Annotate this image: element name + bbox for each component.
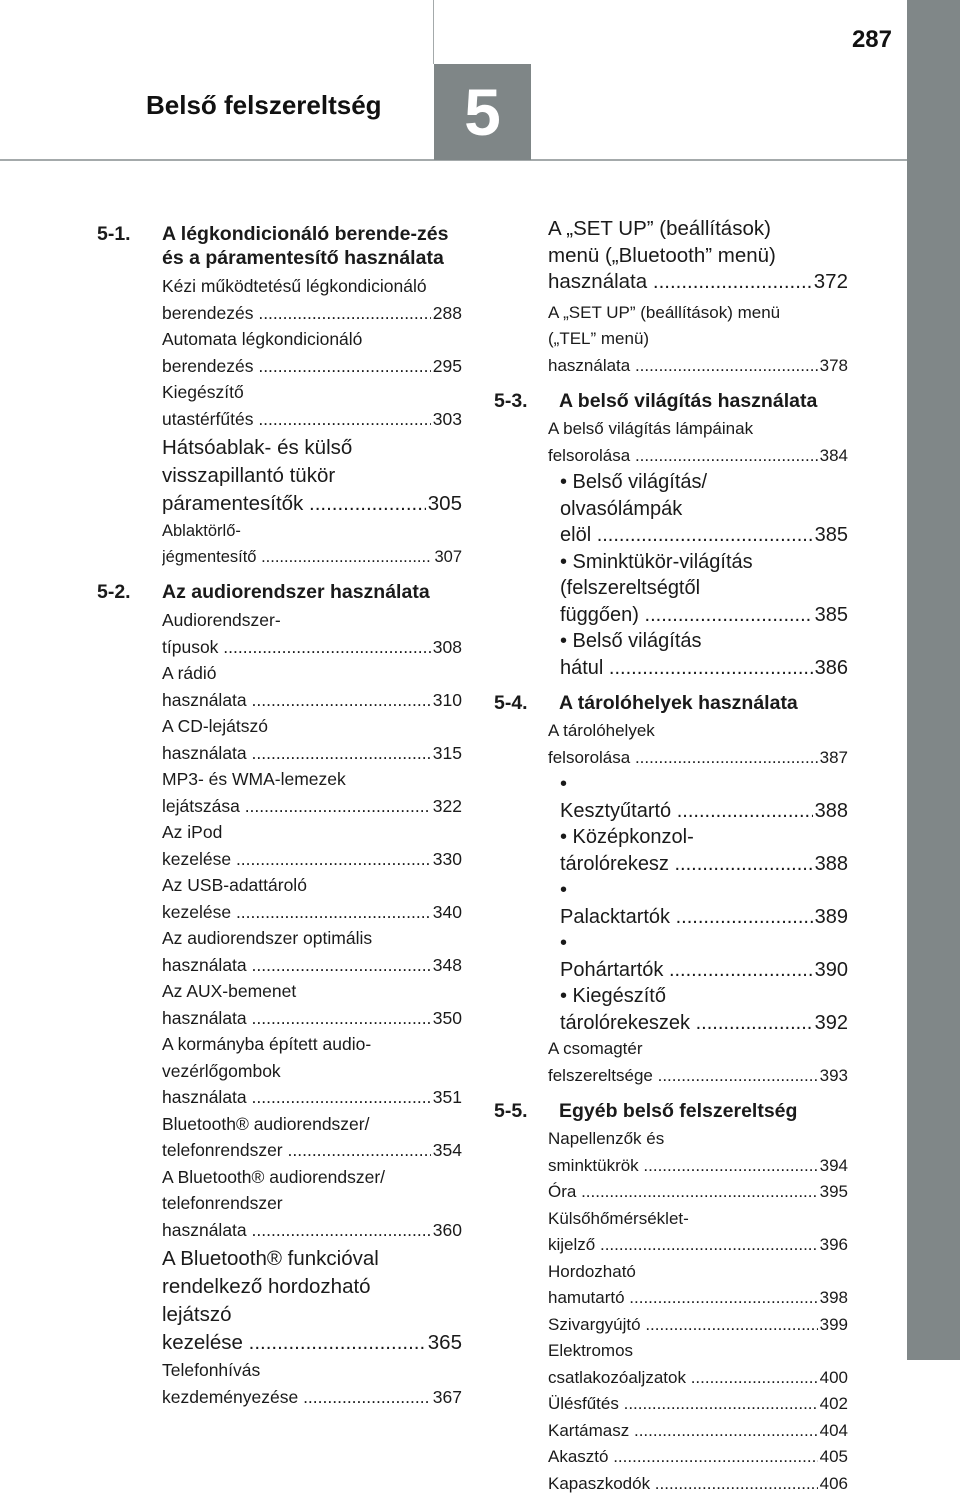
toc-entry-page: 398 <box>818 1285 848 1312</box>
toc-entry-text: • Kesztyűtartó ..... <box>560 771 813 824</box>
toc-entry[interactable] <box>560 983 848 1036</box>
toc-entry-text: Kézi működtetésű légkondicionáló berendezés ..... <box>162 273 431 326</box>
toc-entry-page: 303 <box>431 406 462 433</box>
toc-entry-page: 372 <box>812 269 848 296</box>
toc-entry[interactable] <box>548 1338 848 1391</box>
toc-entry[interactable] <box>560 930 848 983</box>
toc-entry[interactable] <box>162 273 462 326</box>
toc-entry[interactable] <box>162 660 462 713</box>
toc-entry-page: 310 <box>431 687 462 714</box>
chapter-number-tab: 5 <box>434 64 531 160</box>
toc-entry-text: Az AUX-bemenet használata ..... <box>162 978 431 1031</box>
toc-entry[interactable] <box>548 718 848 771</box>
section-title: A tárolóhelyek használata <box>559 691 848 715</box>
toc-entry-page: 393 <box>818 1063 848 1090</box>
toc-entry-page: 400 <box>818 1365 848 1392</box>
toc-entry[interactable] <box>162 434 462 518</box>
toc-entry-page: 350 <box>431 1005 462 1032</box>
toc-entry-text: A rádió használata ..... <box>162 660 431 713</box>
toc-entry-page: 330 <box>431 846 462 873</box>
toc-entry-page: 295 <box>431 353 462 380</box>
toc-entry-text: Kapaszkodók ..... <box>548 1471 818 1497</box>
toc-section-heading <box>494 691 848 715</box>
toc-entry-text: Ablaktörlő-jégmentesítő ..... <box>162 518 432 570</box>
page-number: 287 <box>852 26 892 54</box>
toc-entry-text: Bluetooth® audiorendszer/ telefonrendszer ..... <box>162 1111 431 1164</box>
header-divider <box>433 0 434 64</box>
toc-entry-text: Az USB-adattároló kezelése ..... <box>162 872 431 925</box>
toc-entry-text: Óra ..... <box>548 1179 818 1206</box>
toc-entry[interactable] <box>548 300 848 380</box>
toc-entry-page: 360 <box>431 1217 462 1244</box>
toc-entry-text: A csomagtér felszereltsége ..... <box>548 1036 818 1089</box>
toc-entry[interactable] <box>548 1418 848 1445</box>
toc-section-heading <box>97 580 462 604</box>
toc-entry-text: Elektromos csatlakozóaljzatok ..... <box>548 1338 818 1391</box>
toc-section-heading <box>97 222 462 270</box>
toc-entry[interactable] <box>548 1126 848 1179</box>
toc-entry-page: 388 <box>813 798 848 825</box>
toc-entry-page: 386 <box>813 655 848 682</box>
toc-entry-page: 392 <box>813 1010 848 1037</box>
toc-entry-page: 308 <box>431 634 462 661</box>
toc-entry-text: A CD-lejátszó használata ..... <box>162 713 431 766</box>
toc-entry-page: 288 <box>431 300 462 327</box>
toc-entry-page: 305 <box>426 490 462 518</box>
toc-entry[interactable] <box>560 469 848 549</box>
toc-entry-text: Szivargyújtó ..... <box>548 1312 818 1339</box>
toc-entry-text: Külsőhőmérséklet-kijelző ..... <box>548 1206 818 1259</box>
toc-entry-page: 394 <box>818 1153 848 1180</box>
toc-entry[interactable] <box>548 1471 848 1497</box>
toc-entry-text: MP3- és WMA-lemezek lejátszása ..... <box>162 766 431 819</box>
toc-entry-text: Kiegészítő utastérfűtés ..... <box>162 379 431 432</box>
toc-entry[interactable] <box>548 216 848 296</box>
toc-entry-text: Hordozható hamutartó ..... <box>548 1259 818 1312</box>
toc-entry[interactable] <box>162 925 462 978</box>
section-title: A belső világítás használata <box>559 389 848 413</box>
toc-entry-text: • Középkonzol-tárolórekesz ..... <box>560 824 813 877</box>
toc-entry-text: • Belső világítás/ olvasólámpák elöl ..... <box>560 469 813 549</box>
toc-entry-text: A „SET UP” (beállítások) menü („TEL” menü) használata ..... <box>548 300 818 380</box>
chapter-title: Belső felszereltség <box>146 90 382 121</box>
toc-entry[interactable] <box>560 771 848 824</box>
toc-entry[interactable] <box>162 713 462 766</box>
toc-entry-text: Akasztó ..... <box>548 1444 818 1471</box>
toc-entry-page: 348 <box>431 952 462 979</box>
toc-entry-text: Audiorendszer-típusok ..... <box>162 607 431 660</box>
toc-entry-text: • Sminktükör-világítás (felszereltségtől függően) ..... <box>560 549 813 629</box>
toc-entry-page: 340 <box>431 899 462 926</box>
section-title: A légkondicionáló berende-zés és a páramentesítő használata <box>162 222 462 270</box>
toc-entry[interactable] <box>548 416 848 469</box>
toc-entry[interactable] <box>162 819 462 872</box>
toc-section-heading <box>494 1099 848 1123</box>
section-number: 5-1. <box>97 222 162 270</box>
toc-entry[interactable] <box>548 1444 848 1471</box>
toc-entry-text: Ülésfűtés ..... <box>548 1391 818 1418</box>
toc-entry[interactable] <box>162 326 462 379</box>
toc-entry-text: • Belső világítás hátul ..... <box>560 628 813 681</box>
section-number: 5-2. <box>97 580 162 604</box>
toc-entry-text: Automata légkondicionáló berendezés ..... <box>162 326 431 379</box>
toc-entry-text: A Bluetooth® funkcióval rendelkező hordozható lejátszó kezelése ..... <box>162 1245 426 1357</box>
toc-left-column <box>97 222 462 1410</box>
toc-section-heading <box>494 389 848 413</box>
toc-entry-page: 378 <box>818 353 848 380</box>
toc-entry-page: 385 <box>813 602 848 629</box>
toc-entry-page: 405 <box>818 1444 848 1471</box>
toc-entry[interactable] <box>162 518 462 570</box>
toc-entry-page: 384 <box>818 443 848 470</box>
toc-entry[interactable] <box>162 766 462 819</box>
toc-entry-text: Hátsóablak- és külső visszapillantó tükör páramentesítők ..... <box>162 434 426 518</box>
toc-entry-text: Az iPod kezelése ..... <box>162 819 431 872</box>
toc-entry[interactable] <box>162 978 462 1031</box>
toc-entry-page: 406 <box>818 1471 848 1497</box>
toc-entry-text: A belső világítás lámpáinak felsorolása ..... <box>548 416 818 469</box>
toc-entry[interactable] <box>162 1164 462 1244</box>
toc-entry[interactable] <box>162 1111 462 1164</box>
toc-entry-text: A tárolóhelyek felsorolása ..... <box>548 718 818 771</box>
toc-entry[interactable] <box>162 872 462 925</box>
toc-entry-text: A „SET UP” (beállítások) menü („Bluetooth” menü) használata ..... <box>548 216 812 296</box>
toc-entry-page: 388 <box>813 851 848 878</box>
toc-entry[interactable] <box>162 1357 462 1410</box>
toc-entry-page: 354 <box>431 1137 462 1164</box>
toc-entry[interactable] <box>548 1259 848 1312</box>
section-number: 5-4. <box>494 691 559 715</box>
toc-entry[interactable] <box>548 1036 848 1089</box>
toc-entry-text: Kartámasz ..... <box>548 1418 818 1445</box>
toc-right-column <box>494 222 848 1497</box>
toc-entry[interactable] <box>548 1312 848 1339</box>
toc-entry-text: Napellenzők és sminktükrök ..... <box>548 1126 818 1179</box>
toc-entry-text: • Pohártartók ..... <box>560 930 813 983</box>
section-title: Az audiorendszer használata <box>162 580 462 604</box>
toc-entry-page: 395 <box>818 1179 848 1206</box>
toc-entry-page: 399 <box>818 1312 848 1339</box>
toc-entry[interactable] <box>548 1179 848 1206</box>
toc-entry[interactable] <box>162 1245 462 1357</box>
toc-entry-text: A Bluetooth® audiorendszer/ telefonrendszer használata ..... <box>162 1164 431 1244</box>
toc-entry-page: 390 <box>813 957 848 984</box>
toc-entry-page: 315 <box>431 740 462 767</box>
toc-entry-page: 365 <box>426 1329 462 1357</box>
section-number: 5-5. <box>494 1099 559 1123</box>
toc-entry-text: A kormányba épített audio-vezérlőgombok használata ..... <box>162 1031 431 1111</box>
toc-entry-text: Az audiorendszer optimális használata ..... <box>162 925 431 978</box>
toc-entry-page: 387 <box>818 745 848 772</box>
toc-entry-page: 351 <box>431 1084 462 1111</box>
toc-entry[interactable] <box>560 628 848 681</box>
toc-entry-page: 385 <box>813 522 848 549</box>
toc-entry-page: 367 <box>431 1384 462 1411</box>
toc-entry-text: Telefonhívás kezdeményezése ..... <box>162 1357 431 1410</box>
toc-entry-page: 404 <box>818 1418 848 1445</box>
toc-entry-text: • Kiegészítő tárolórekeszek ..... <box>560 983 813 1036</box>
toc-entry[interactable] <box>560 877 848 930</box>
section-number: 5-3. <box>494 389 559 413</box>
toc-entry[interactable] <box>162 1031 462 1111</box>
toc-entry[interactable] <box>162 607 462 660</box>
toc-entry[interactable] <box>560 549 848 629</box>
toc-entry[interactable] <box>162 379 462 432</box>
toc-entry-page: 322 <box>431 793 462 820</box>
toc-entry-text: • Palacktartók ..... <box>560 877 813 930</box>
toc-entry[interactable] <box>548 1391 848 1418</box>
toc-entry[interactable] <box>560 824 848 877</box>
toc-entry-page: 402 <box>818 1391 848 1418</box>
section-title: Egyéb belső felszereltség <box>559 1099 848 1123</box>
toc-entry[interactable] <box>548 1206 848 1259</box>
toc-entry-page: 396 <box>818 1232 848 1259</box>
toc-entry-page: 307 <box>432 544 462 570</box>
chapter-sidebar <box>907 0 960 1360</box>
toc-entry-page: 389 <box>813 904 848 931</box>
